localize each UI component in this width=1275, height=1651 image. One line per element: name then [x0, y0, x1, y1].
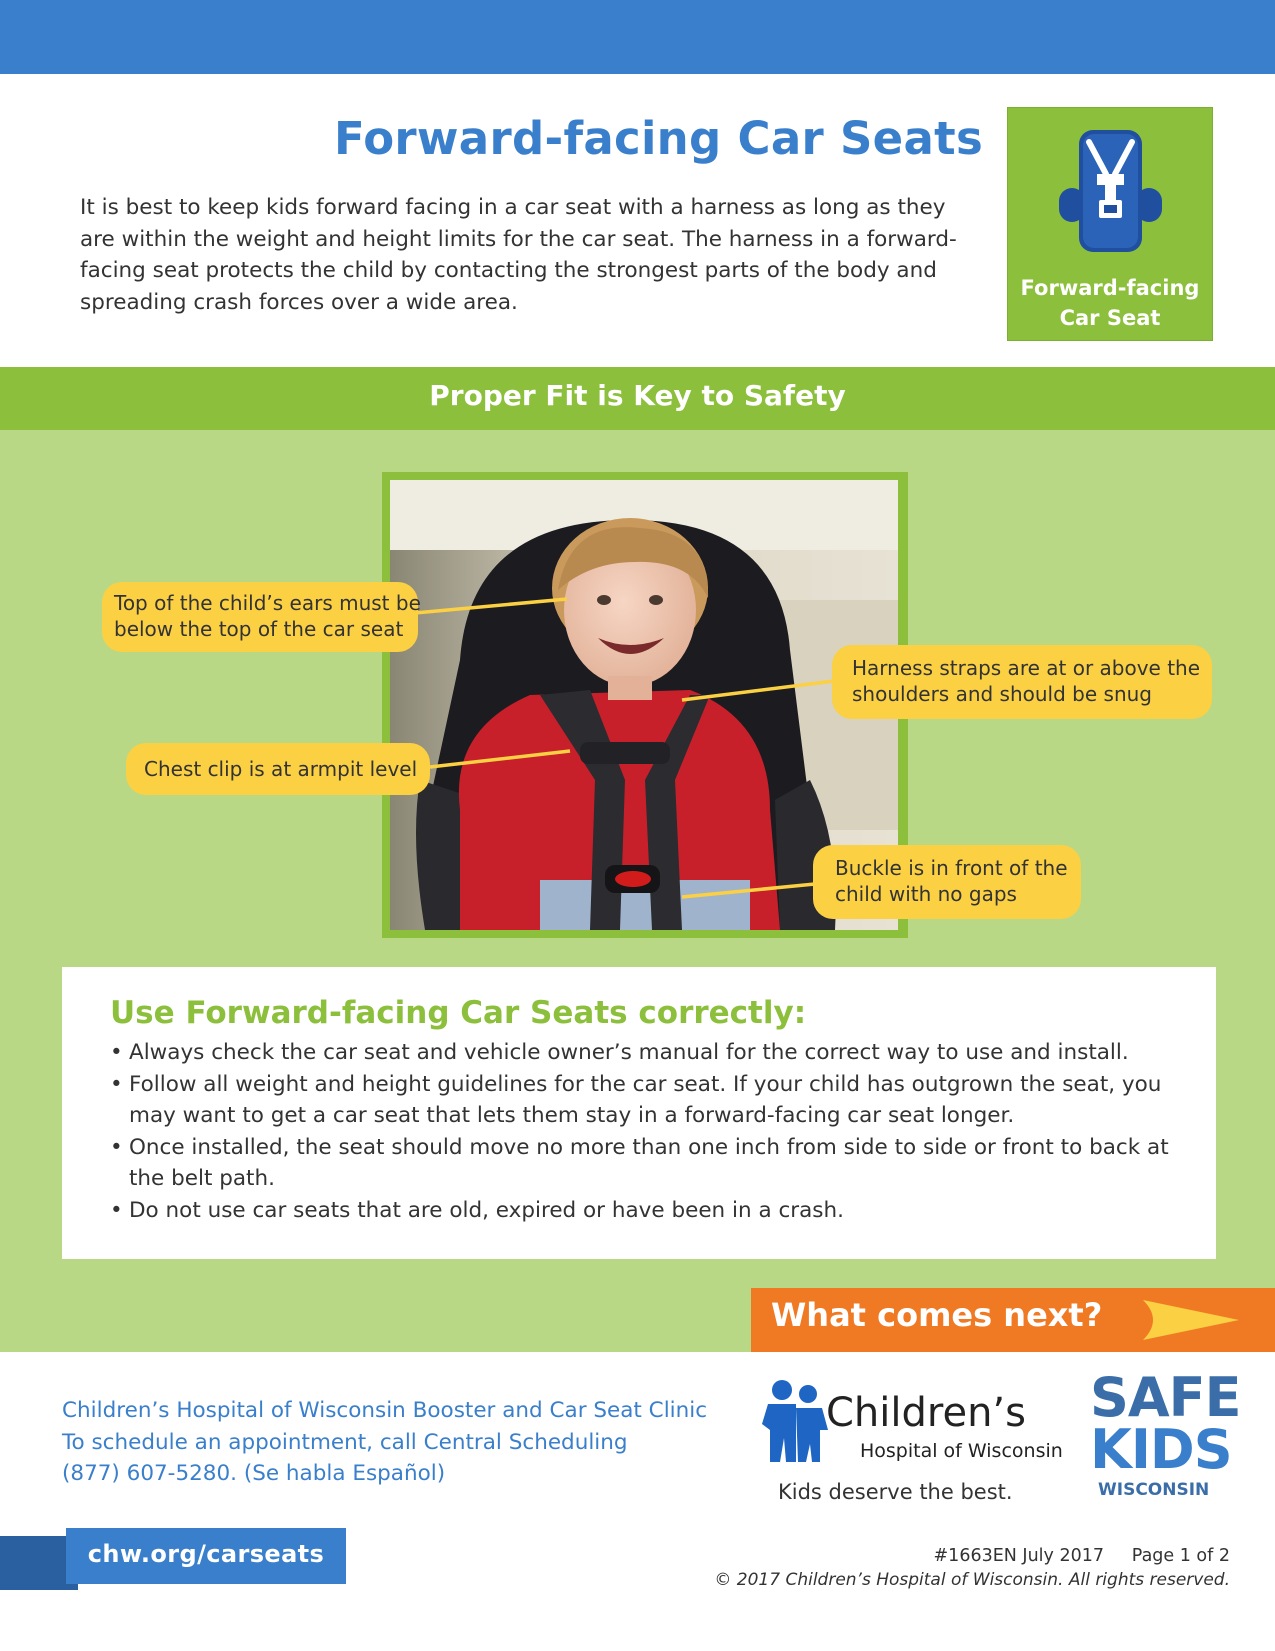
- safe-kids-wisconsin-logo: [1088, 1366, 1241, 1512]
- callout-chest: [126, 743, 430, 795]
- callout-ears: [102, 582, 421, 652]
- callout-harness-text: [852, 655, 1200, 707]
- document-code: #1663EN July 2017 Page 1 of 2: [933, 1546, 1230, 1566]
- callout-buckle-text: [835, 855, 1068, 907]
- callout-ears-text: [114, 590, 421, 642]
- callout-ears-line1: Top of the child’s ears must be: [114, 591, 421, 615]
- tips-card: [62, 967, 1216, 1259]
- clinic-info: [62, 1395, 707, 1490]
- tip-item: • Do not use car seats that are old, expired or have been in a crash.: [110, 1195, 1200, 1227]
- badge-label-line2: Car Seat: [1059, 306, 1161, 330]
- callout-buckle-line1: Buckle is in front of the: [835, 856, 1068, 880]
- badge-label-line1: Forward-facing: [1020, 276, 1200, 300]
- harness-leader-line: [682, 681, 834, 700]
- callout-harness-line1: Harness straps are at or above the: [852, 656, 1201, 680]
- tip-item: • Always check the car seat and vehicle owner’s manual for the correct way to use and install.: [110, 1037, 1200, 1069]
- callout-buckle: [813, 845, 1081, 919]
- tip-item: • Once installed, the seat should move no more than one inch from side to side or front to back at the belt path.: [110, 1132, 1200, 1195]
- chw-wordmark: Children’s: [826, 1390, 1026, 1436]
- tips-heading: Use Forward-facing Car Seats correctly:: [110, 995, 807, 1031]
- safekids-line2: KIDS: [1090, 1418, 1232, 1481]
- clinic-name: Children’s Hospital of Wisconsin Booster and Car Seat Clinic: [62, 1398, 708, 1423]
- website-link-text: chw.org/carseats: [87, 1540, 325, 1568]
- what-comes-next-banner[interactable]: [751, 1288, 1275, 1352]
- callout-chest-line1: Chest clip is at armpit level: [144, 757, 418, 781]
- callout-harness: [832, 645, 1212, 719]
- clinic-phone: (877) 607-5280. (Se habla Español): [62, 1461, 446, 1486]
- clinic-schedule: To schedule an appointment, call Central Scheduling: [62, 1429, 628, 1455]
- safekids-line3: WISCONSIN: [1098, 1480, 1210, 1500]
- chw-tagline: Kids deserve the best.: [778, 1480, 1013, 1504]
- callout-harness-line2: shoulders and should be snug: [852, 682, 1152, 706]
- tips-list: [110, 1037, 1200, 1226]
- intro-paragraph: It is best to keep kids forward facing in a car seat with a harness as long as they are within the weight and height limits for the car seat. The harness in a forward-facing seat protects the child by contacting the strongest parts of the body and spreading crash forces over a wide area.: [80, 195, 957, 315]
- website-link[interactable]: [66, 1528, 346, 1584]
- arrow-right-icon: [1141, 1298, 1241, 1342]
- callout-buckle-line2: child with no gaps: [835, 882, 1017, 906]
- safekids-line1: SAFE: [1090, 1366, 1241, 1429]
- what-comes-next-label: What comes next?: [771, 1296, 1103, 1334]
- callout-ears-line2: below the top of the car seat: [114, 617, 404, 641]
- ears-leader-line: [415, 599, 567, 613]
- page-title: Forward-facing Car Seats: [334, 112, 984, 165]
- chest-leader-line: [430, 751, 570, 767]
- tip-item: • Follow all weight and height guidelines for the car seat. If your child has outgrown the seat, you may want to get a car seat that lets them stay in a forward-facing car seat longer.: [110, 1069, 1200, 1132]
- buckle-leader-line: [682, 884, 815, 897]
- copyright: © 2017 Children’s Hospital of Wisconsin. All rights reserved.: [714, 1570, 1230, 1590]
- chw-subtitle: Hospital of Wisconsin: [860, 1440, 1063, 1462]
- children-figures-icon: [760, 1378, 830, 1462]
- section-title: Proper Fit is Key to Safety: [429, 379, 846, 412]
